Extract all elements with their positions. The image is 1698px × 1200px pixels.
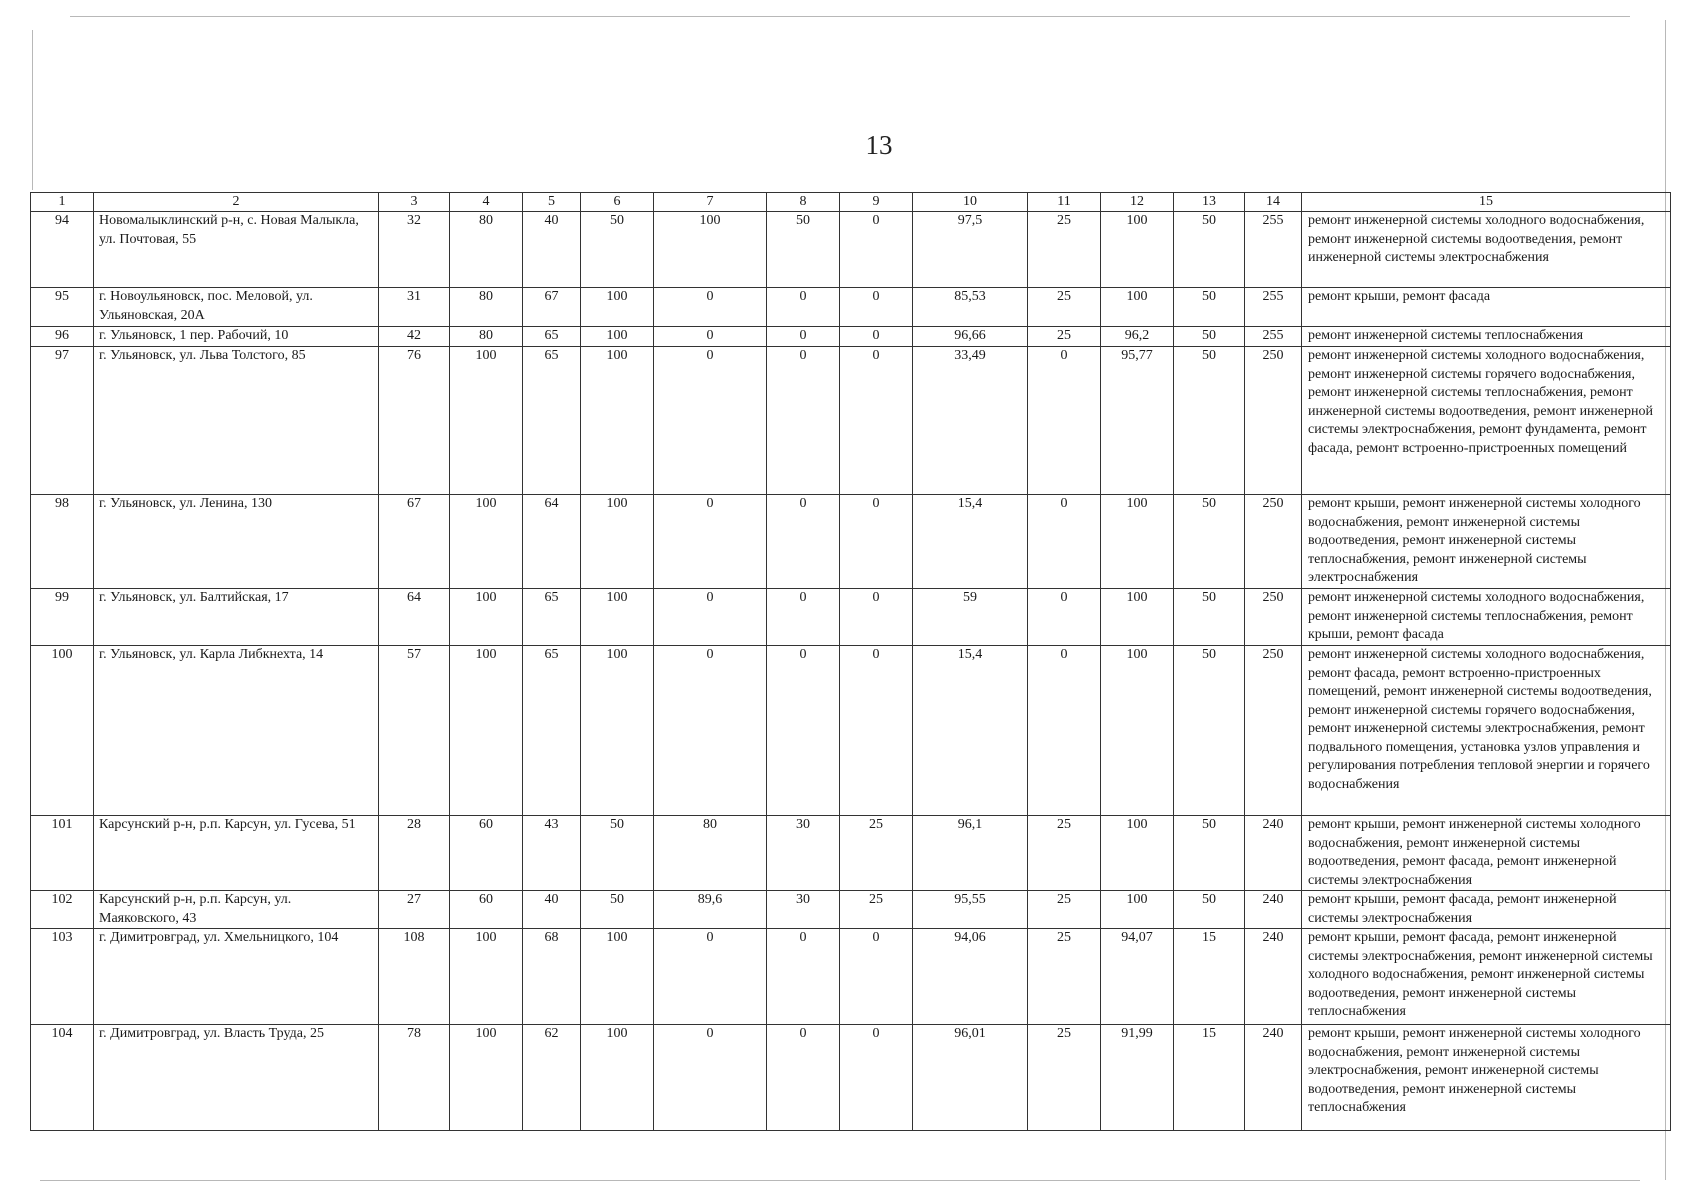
table-row	[31, 288, 1671, 327]
col-10-value: 33,49	[913, 347, 1028, 495]
col-12-value: 95,77	[1101, 347, 1174, 495]
col-9-value: 0	[840, 646, 913, 816]
col-9-value: 0	[840, 929, 913, 1025]
col-8-value: 0	[767, 495, 840, 589]
col-8-value: 0	[767, 1025, 840, 1131]
col-9-value: 0	[840, 495, 913, 589]
col-7-value: 0	[654, 327, 767, 347]
repair-works: ремонт крыши, ремонт фасада, ремонт инженерной системы электроснабжения	[1302, 891, 1671, 929]
col-6-value: 100	[581, 288, 654, 327]
total-score: 255	[1245, 288, 1302, 327]
col-9-value: 0	[840, 347, 913, 495]
page-number: 13	[865, 130, 893, 160]
row-number: 95	[31, 288, 94, 327]
col-11-value: 0	[1028, 495, 1101, 589]
col-3-value: 57	[379, 646, 450, 816]
col-13-value: 50	[1174, 891, 1245, 929]
row-number: 99	[31, 589, 94, 646]
col-13-value: 50	[1174, 816, 1245, 891]
col-4-value: 60	[450, 816, 523, 891]
col-12-value: 91,99	[1101, 1025, 1174, 1131]
total-score: 255	[1245, 327, 1302, 347]
repair-works: ремонт крыши, ремонт инженерной системы холодного водоснабжения, ремонт инженерной системы водоотведения, ремонт инженерной системы теплоснабжения, ремонт инженерной системы электроснабжения	[1302, 495, 1671, 589]
col-10-value: 15,4	[913, 495, 1028, 589]
col-4-value: 100	[450, 646, 523, 816]
col-6-value: 100	[581, 327, 654, 347]
repair-works: ремонт инженерной системы холодного водоснабжения, ремонт инженерной системы водоотведения, ремонт инженерной системы электроснабжения	[1302, 212, 1671, 288]
col-13-value: 50	[1174, 347, 1245, 495]
scan-top-edge	[70, 16, 1630, 17]
total-score: 250	[1245, 347, 1302, 495]
col-6-value: 100	[581, 1025, 654, 1131]
address: г. Ульяновск, ул. Карла Либкнехта, 14	[94, 646, 379, 816]
col-5-value: 65	[523, 589, 581, 646]
row-number: 104	[31, 1025, 94, 1131]
col-13-value: 15	[1174, 1025, 1245, 1131]
table-row	[31, 816, 1671, 891]
col-8-value: 50	[767, 212, 840, 288]
col-10-value: 15,4	[913, 646, 1028, 816]
col-11-value: 25	[1028, 1025, 1101, 1131]
total-score: 240	[1245, 891, 1302, 929]
col-9-value: 0	[840, 212, 913, 288]
col-4-value: 80	[450, 327, 523, 347]
col-3-value: 108	[379, 929, 450, 1025]
col-3-value: 78	[379, 1025, 450, 1131]
total-score: 250	[1245, 589, 1302, 646]
repair-works: ремонт крыши, ремонт фасада	[1302, 288, 1671, 327]
col-9-value: 0	[840, 1025, 913, 1131]
col-9-value: 0	[840, 327, 913, 347]
column-header: 10	[913, 193, 1028, 212]
col-10-value: 97,5	[913, 212, 1028, 288]
col-13-value: 50	[1174, 288, 1245, 327]
address: г. Новоульяновск, пос. Меловой, ул. Ульяновская, 20А	[94, 288, 379, 327]
col-10-value: 59	[913, 589, 1028, 646]
col-12-value: 100	[1101, 288, 1174, 327]
col-6-value: 100	[581, 929, 654, 1025]
col-10-value: 95,55	[913, 891, 1028, 929]
column-header: 13	[1174, 193, 1245, 212]
col-13-value: 15	[1174, 929, 1245, 1025]
repair-program-table	[30, 192, 1671, 1131]
col-11-value: 25	[1028, 929, 1101, 1025]
col-5-value: 65	[523, 347, 581, 495]
col-4-value: 60	[450, 891, 523, 929]
row-number: 98	[31, 495, 94, 589]
col-7-value: 0	[654, 929, 767, 1025]
column-header: 8	[767, 193, 840, 212]
column-header: 1	[31, 193, 94, 212]
column-header: 11	[1028, 193, 1101, 212]
repair-works: ремонт инженерной системы холодного водоснабжения, ремонт инженерной системы теплоснабжения, ремонт крыши, ремонт фасада	[1302, 589, 1671, 646]
col-10-value: 94,06	[913, 929, 1028, 1025]
col-8-value: 30	[767, 891, 840, 929]
address: г. Ульяновск, 1 пер. Рабочий, 10	[94, 327, 379, 347]
col-8-value: 0	[767, 347, 840, 495]
total-score: 240	[1245, 1025, 1302, 1131]
repair-works: ремонт инженерной системы теплоснабжения	[1302, 327, 1671, 347]
col-3-value: 42	[379, 327, 450, 347]
column-header: 3	[379, 193, 450, 212]
col-6-value: 50	[581, 816, 654, 891]
repair-works: ремонт инженерной системы холодного водоснабжения, ремонт инженерной системы горячего водоснабжения, ремонт инженерной системы теплоснабжения, ремонт инженерной системы водоотведения, ремонт инженерной системы электроснабжения, ремонт фундамента, ремонт фасада, ремонт встроенно-пристроенных помещений	[1302, 347, 1671, 495]
address: г. Димитровград, ул. Власть Труда, 25	[94, 1025, 379, 1131]
row-number: 94	[31, 212, 94, 288]
col-4-value: 100	[450, 495, 523, 589]
col-11-value: 0	[1028, 646, 1101, 816]
col-5-value: 64	[523, 495, 581, 589]
col-3-value: 64	[379, 589, 450, 646]
col-12-value: 100	[1101, 495, 1174, 589]
col-3-value: 28	[379, 816, 450, 891]
column-header: 6	[581, 193, 654, 212]
col-10-value: 85,53	[913, 288, 1028, 327]
col-3-value: 32	[379, 212, 450, 288]
col-13-value: 50	[1174, 589, 1245, 646]
column-header: 12	[1101, 193, 1174, 212]
row-number: 103	[31, 929, 94, 1025]
col-6-value: 100	[581, 347, 654, 495]
address: г. Димитровград, ул. Хмельницкого, 104	[94, 929, 379, 1025]
repair-works: ремонт крыши, ремонт инженерной системы холодного водоснабжения, ремонт инженерной системы электроснабжения, ремонт инженерной системы водоотведения, ремонт инженерной системы теплоснабжения	[1302, 1025, 1671, 1131]
col-13-value: 50	[1174, 495, 1245, 589]
col-7-value: 0	[654, 495, 767, 589]
col-5-value: 43	[523, 816, 581, 891]
col-3-value: 31	[379, 288, 450, 327]
col-3-value: 76	[379, 347, 450, 495]
col-6-value: 100	[581, 589, 654, 646]
address: Карсунский р-н, р.п. Карсун, ул. Маяковского, 43	[94, 891, 379, 929]
col-12-value: 100	[1101, 646, 1174, 816]
col-5-value: 40	[523, 891, 581, 929]
row-number: 97	[31, 347, 94, 495]
scan-left-edge	[32, 30, 33, 190]
col-5-value: 62	[523, 1025, 581, 1131]
col-4-value: 100	[450, 929, 523, 1025]
col-8-value: 0	[767, 589, 840, 646]
col-6-value: 100	[581, 495, 654, 589]
row-number: 100	[31, 646, 94, 816]
table-row	[31, 327, 1671, 347]
address: Новомалыклинский р-н, с. Новая Малыкла, ул. Почтовая, 55	[94, 212, 379, 288]
col-12-value: 100	[1101, 816, 1174, 891]
col-12-value: 100	[1101, 212, 1174, 288]
total-score: 255	[1245, 212, 1302, 288]
col-7-value: 0	[654, 589, 767, 646]
col-7-value: 89,6	[654, 891, 767, 929]
col-8-value: 0	[767, 929, 840, 1025]
col-12-value: 100	[1101, 589, 1174, 646]
col-5-value: 65	[523, 646, 581, 816]
col-7-value: 80	[654, 816, 767, 891]
col-11-value: 0	[1028, 589, 1101, 646]
table-row	[31, 929, 1671, 1025]
col-5-value: 67	[523, 288, 581, 327]
col-9-value: 25	[840, 816, 913, 891]
table-row	[31, 347, 1671, 495]
col-12-value: 96,2	[1101, 327, 1174, 347]
total-score: 240	[1245, 816, 1302, 891]
column-header: 2	[94, 193, 379, 212]
column-header: 7	[654, 193, 767, 212]
row-number: 102	[31, 891, 94, 929]
col-13-value: 50	[1174, 212, 1245, 288]
column-header: 5	[523, 193, 581, 212]
column-header: 15	[1302, 193, 1671, 212]
col-9-value: 0	[840, 589, 913, 646]
column-header: 14	[1245, 193, 1302, 212]
col-6-value: 50	[581, 212, 654, 288]
col-9-value: 25	[840, 891, 913, 929]
table-row	[31, 646, 1671, 816]
col-5-value: 40	[523, 212, 581, 288]
table-body	[31, 212, 1671, 1131]
col-7-value: 0	[654, 1025, 767, 1131]
column-header: 9	[840, 193, 913, 212]
repair-works: ремонт инженерной системы холодного водоснабжения, ремонт фасада, ремонт встроенно-пристроенных помещений, ремонт инженерной системы водоотведения, ремонт инженерной системы горячего водоснабжения, ремонт инженерной системы электроснабжения, ремонт подвального помещения, установка узлов управления и регулирования потребления тепловой энергии и горячего водоснабжения	[1302, 646, 1671, 816]
col-10-value: 96,01	[913, 1025, 1028, 1131]
col-11-value: 25	[1028, 327, 1101, 347]
col-4-value: 80	[450, 212, 523, 288]
table-header-row	[31, 193, 1671, 212]
row-number: 96	[31, 327, 94, 347]
col-4-value: 100	[450, 347, 523, 495]
col-11-value: 25	[1028, 288, 1101, 327]
address: г. Ульяновск, ул. Ленина, 130	[94, 495, 379, 589]
table-row	[31, 891, 1671, 929]
column-header: 4	[450, 193, 523, 212]
col-7-value: 100	[654, 212, 767, 288]
col-10-value: 96,66	[913, 327, 1028, 347]
address: г. Ульяновск, ул. Льва Толстого, 85	[94, 347, 379, 495]
scan-bottom-edge	[40, 1180, 1640, 1181]
repair-works: ремонт крыши, ремонт инженерной системы холодного водоснабжения, ремонт инженерной системы водоотведения, ремонт фасада, ремонт инженерной системы электроснабжения	[1302, 816, 1671, 891]
col-11-value: 25	[1028, 816, 1101, 891]
address: Карсунский р-н, р.п. Карсун, ул. Гусева, 51	[94, 816, 379, 891]
col-13-value: 50	[1174, 327, 1245, 347]
table-row	[31, 212, 1671, 288]
col-13-value: 50	[1174, 646, 1245, 816]
col-8-value: 0	[767, 288, 840, 327]
col-7-value: 0	[654, 288, 767, 327]
repair-works: ремонт крыши, ремонт фасада, ремонт инженерной системы электроснабжения, ремонт инженерной системы холодного водоснабжения, ремонт инженерной системы водоотведения, ремонт инженерной системы теплоснабжения	[1302, 929, 1671, 1025]
col-5-value: 68	[523, 929, 581, 1025]
col-9-value: 0	[840, 288, 913, 327]
col-3-value: 27	[379, 891, 450, 929]
table-row	[31, 589, 1671, 646]
col-12-value: 94,07	[1101, 929, 1174, 1025]
total-score: 240	[1245, 929, 1302, 1025]
col-6-value: 50	[581, 891, 654, 929]
col-8-value: 0	[767, 646, 840, 816]
address: г. Ульяновск, ул. Балтийская, 17	[94, 589, 379, 646]
col-4-value: 100	[450, 589, 523, 646]
col-3-value: 67	[379, 495, 450, 589]
col-6-value: 100	[581, 646, 654, 816]
col-7-value: 0	[654, 347, 767, 495]
col-4-value: 100	[450, 1025, 523, 1131]
col-5-value: 65	[523, 327, 581, 347]
col-11-value: 25	[1028, 212, 1101, 288]
total-score: 250	[1245, 495, 1302, 589]
col-12-value: 100	[1101, 891, 1174, 929]
table-row	[31, 495, 1671, 589]
col-10-value: 96,1	[913, 816, 1028, 891]
table-row	[31, 1025, 1671, 1131]
col-11-value: 25	[1028, 891, 1101, 929]
col-11-value: 0	[1028, 347, 1101, 495]
col-7-value: 0	[654, 646, 767, 816]
col-8-value: 30	[767, 816, 840, 891]
total-score: 250	[1245, 646, 1302, 816]
col-8-value: 0	[767, 327, 840, 347]
col-4-value: 80	[450, 288, 523, 327]
row-number: 101	[31, 816, 94, 891]
